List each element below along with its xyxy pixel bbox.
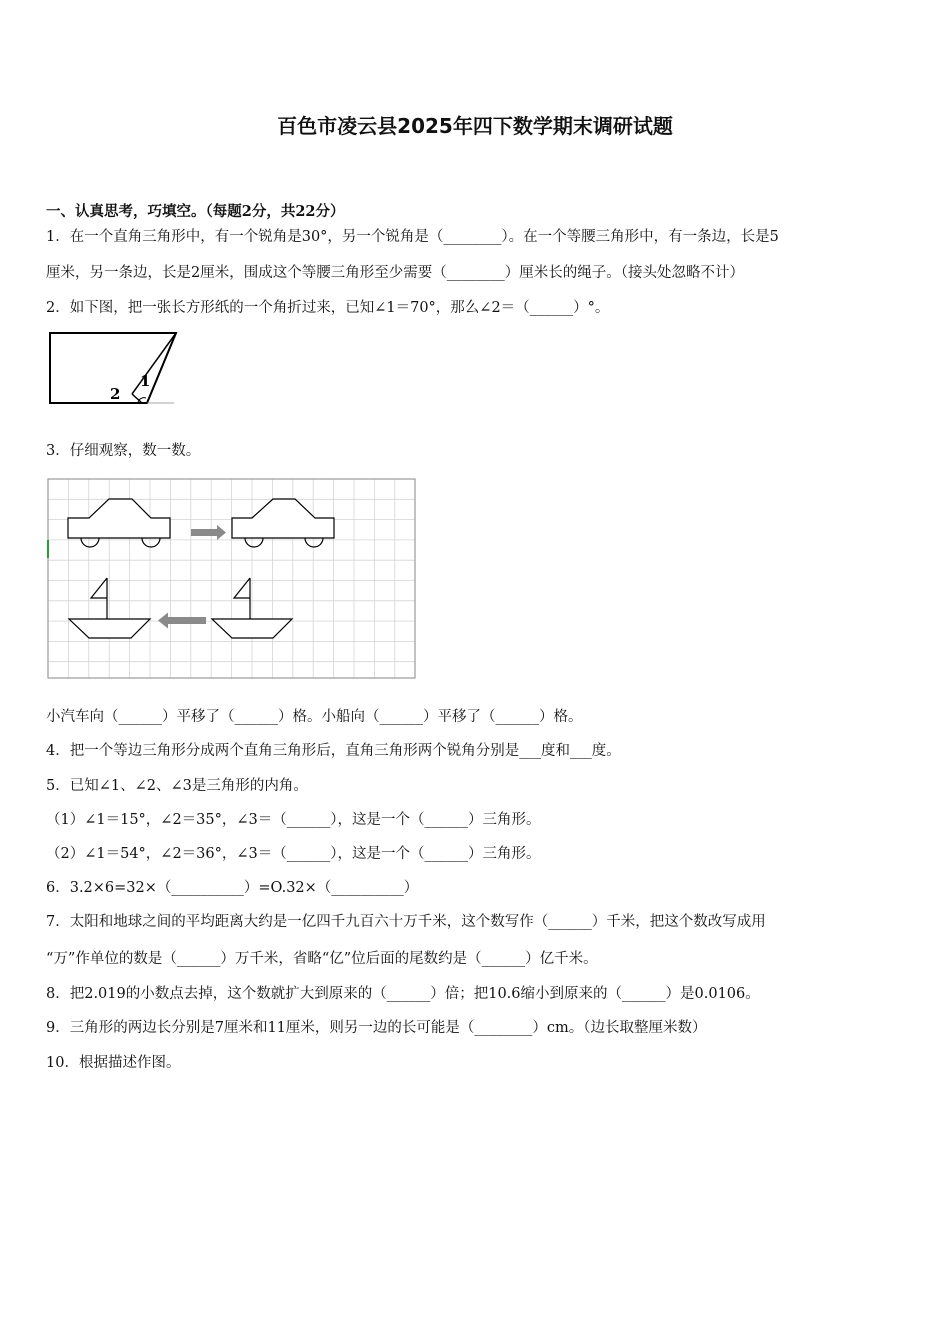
angle-1-label: 1 [140, 372, 151, 390]
question-6: 6．3.2×6=32×（__________）=O.32×（__________） [46, 880, 419, 896]
question-10: 10．根据描述作图。 [46, 1055, 181, 1071]
question-8: 8．把2.019的小数点去掉，这个数就扩大到原来的（______）倍；把10.6缩小到原来的（______）是0.0106。 [46, 986, 760, 1002]
question-2: 2．如下图，把一张长方形纸的一个角折过来，已知∠1＝70°，那么∠2＝（______）°。 [46, 300, 610, 316]
question-4: 4．把一个等边三角形分成两个直角三角形后，直角三角形两个锐角分别是___度和___度。 [46, 743, 621, 759]
question-1-line-2: 厘米，另一条边，长是2厘米，围成这个等腰三角形至少需要（________）厘米长的绳子。（接头处忽略不计） [46, 265, 744, 281]
angle-2-label: 2 [110, 385, 121, 403]
arrow-left-icon [158, 613, 206, 629]
translation-grid-figure [46, 478, 418, 682]
page-title: 百色市凌云县2025年四下数学期末调研试题 [277, 114, 673, 138]
question-5: 5．已知∠1、∠2、∠3是三角形的内角。 [46, 778, 308, 794]
question-3-answer: 小汽车向（______）平移了（______）格。小船向（______）平移了（______）格。 [46, 709, 583, 725]
question-5-part-2: （2）∠1＝54°，∠2＝36°，∠3＝（______），这是一个（______）三角形。 [46, 846, 541, 862]
question-9: 9．三角形的两边长分别是7厘米和11厘米，则另一边的长可能是（________）cm。（边长取整厘米数） [46, 1020, 707, 1036]
section-heading: 一、认真思考，巧填空。（每题2分，共22分） [46, 203, 345, 220]
question-5-part-1: （1）∠1＝15°，∠2＝35°，∠3＝（______），这是一个（______）三角形。 [46, 812, 541, 828]
question-3: 3．仔细观察，数一数。 [46, 443, 201, 459]
question-1-line-1: 1．在一个直角三角形中，有一个锐角是30°，另一个锐角是（________）。在一个等腰三角形中，有一条边，长是5 [46, 229, 779, 245]
question-7-line-1: 7．太阳和地球之间的平均距离大约是一亿四千九百六十万千米，这个数写作（______）千米，把这个数改写成用 [46, 914, 766, 930]
arrow-right-icon [191, 525, 226, 540]
question-7-line-2: “万”作单位的数是（______）万千米，省略“亿”位后面的尾数约是（______）亿千米。 [46, 951, 598, 967]
folded-paper-figure [46, 328, 181, 410]
